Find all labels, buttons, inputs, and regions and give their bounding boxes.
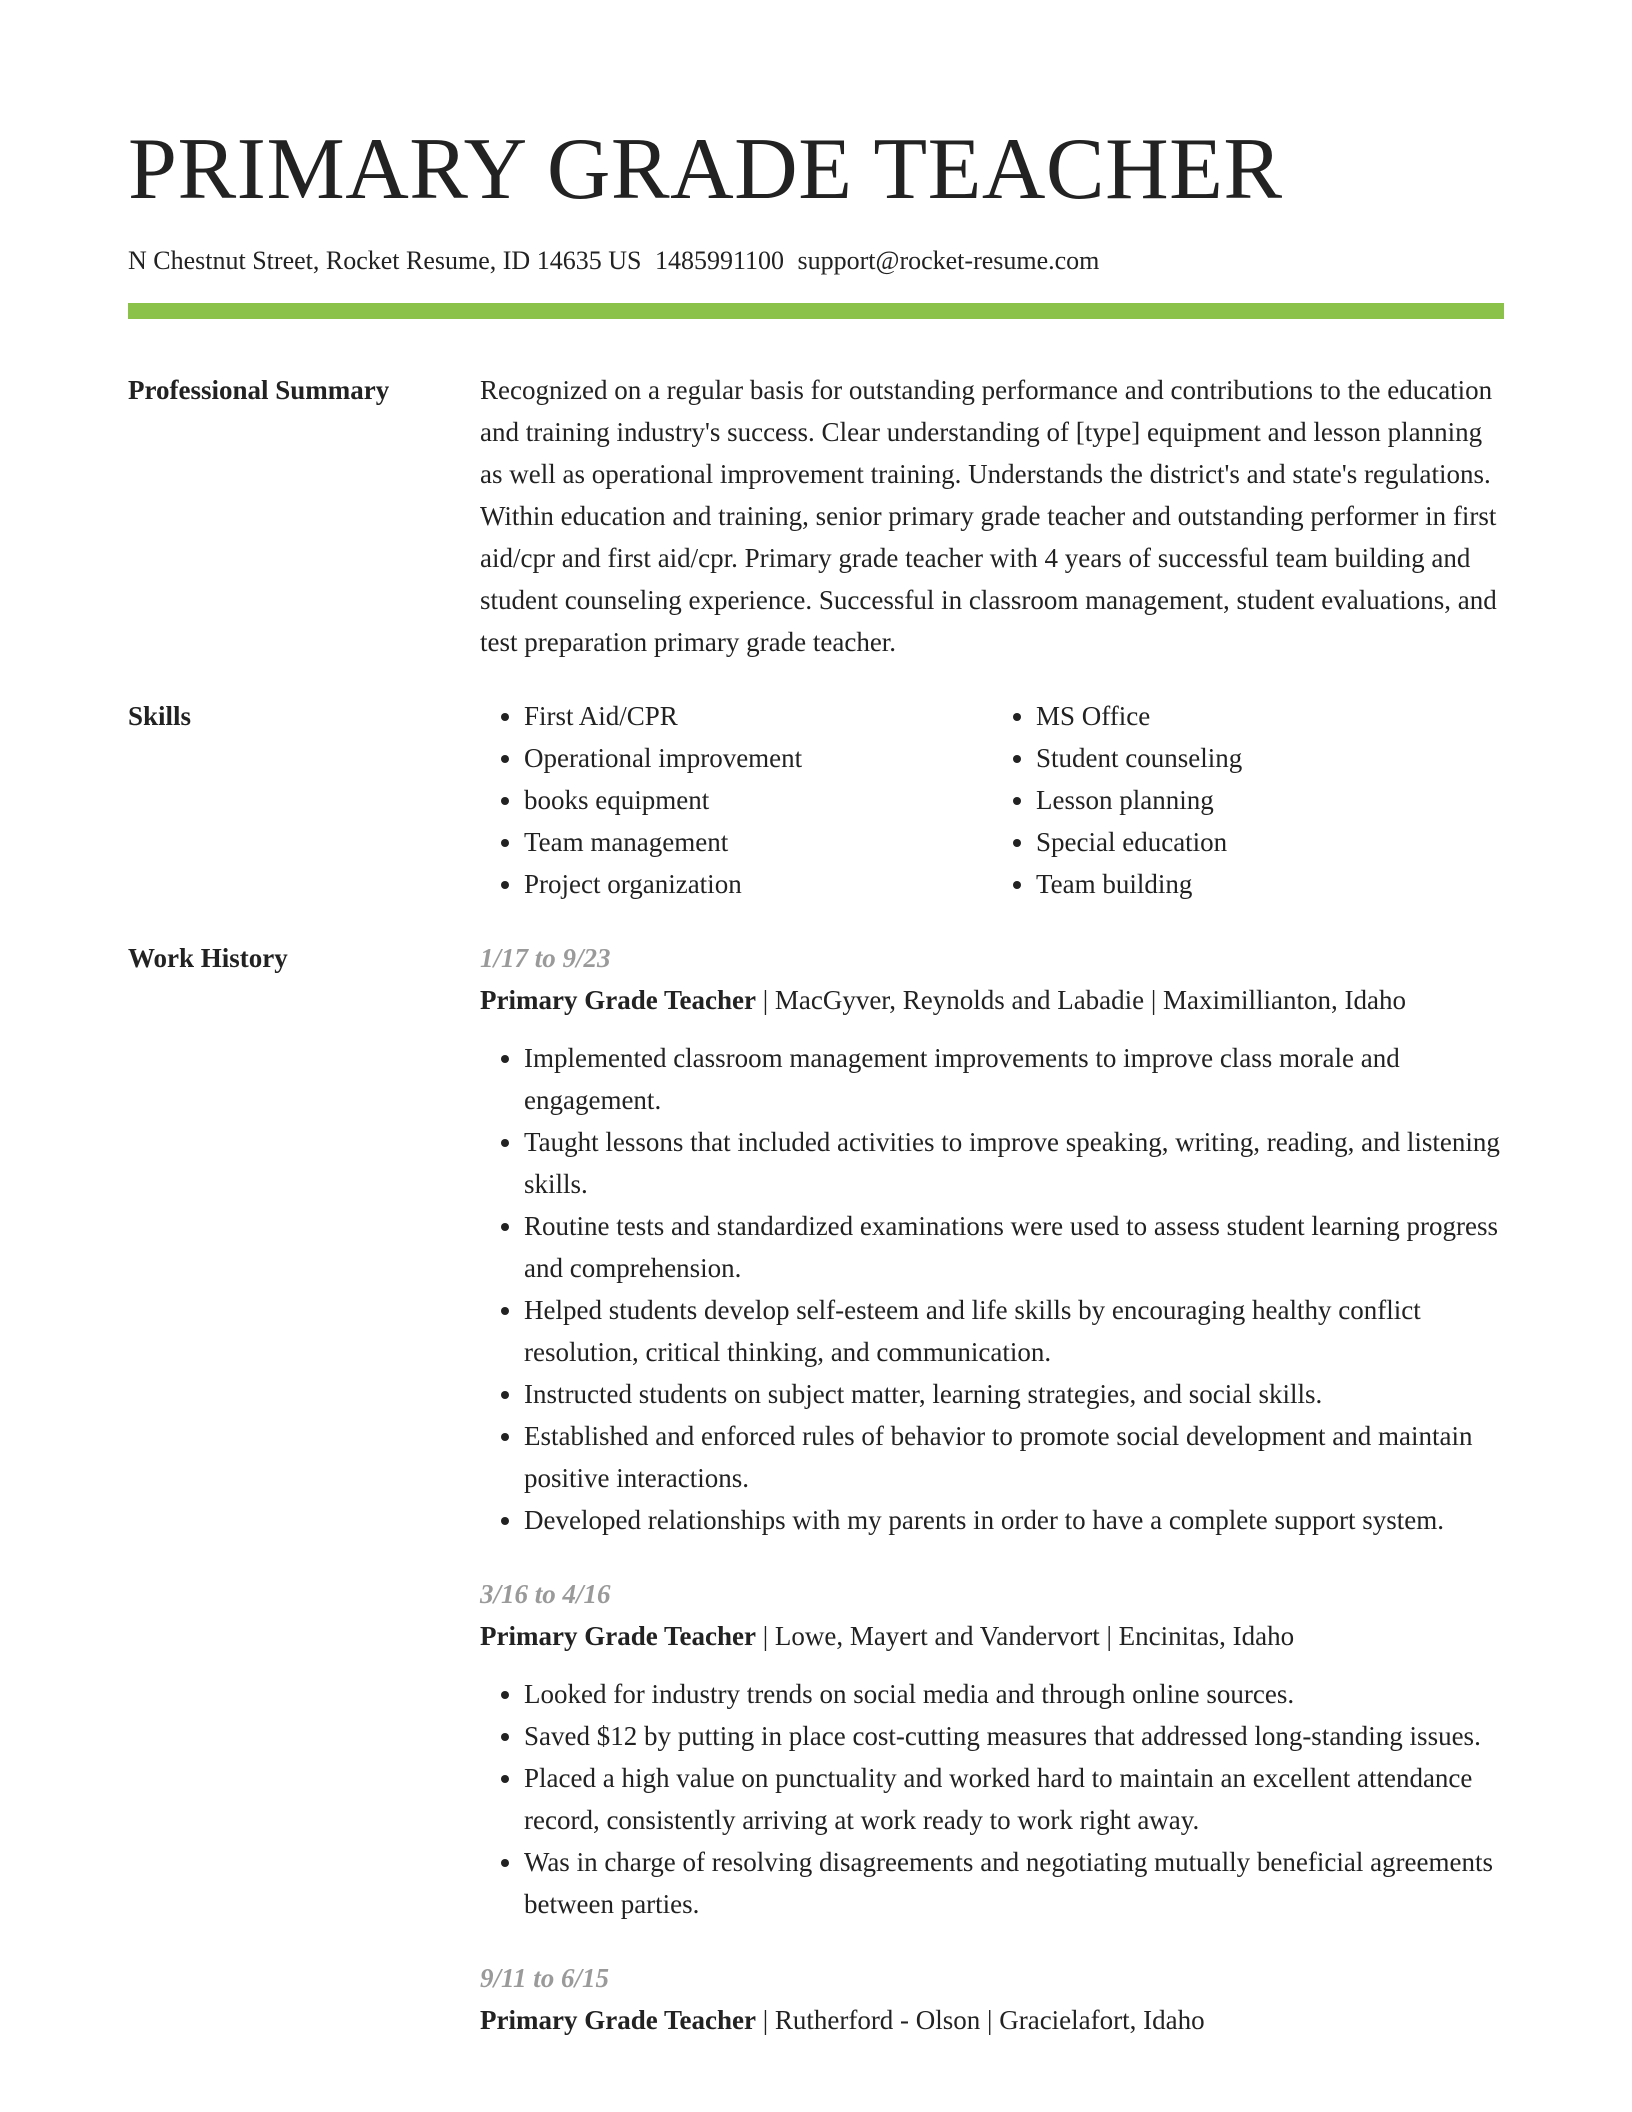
job-title: Primary Grade Teacher xyxy=(480,2005,756,2035)
job-bullet: • Instructed students on subject matter, learning strategies, and social skills. xyxy=(524,1373,1504,1415)
job-bullet: • Placed a high value on punctuality and worked hard to maintain an excellent attendance record, consistently arriving at work ready to work right away. xyxy=(524,1757,1504,1841)
job-bullet: • Developed relationships with my parents in order to have a complete support system. xyxy=(524,1499,1504,1541)
skill-item: • Project organization xyxy=(524,863,992,905)
skill-item: • First Aid/CPR xyxy=(524,695,992,737)
job-title: Primary Grade Teacher xyxy=(480,1621,756,1651)
contact-line xyxy=(128,244,1504,278)
section-label-work-history: Work History xyxy=(128,943,288,973)
job-bullet-list xyxy=(480,1037,1504,1541)
job-entry xyxy=(480,937,1504,1541)
contact-email[interactable]: support@rocket-resume.com xyxy=(797,246,1100,275)
professional-summary-section xyxy=(128,369,1504,663)
skill-item: • Team management xyxy=(524,821,992,863)
skill-item: • Team building xyxy=(1036,863,1504,905)
job-title-line xyxy=(480,979,1504,1021)
resume-name-heading: PRIMARY GRADE TEACHER xyxy=(128,121,1283,218)
job-entry xyxy=(480,1573,1504,1925)
job-employer-location: | MacGyver, Reynolds and Labadie | Maximillianton, Idaho xyxy=(762,985,1407,1015)
job-title-line xyxy=(480,1615,1504,1657)
skill-item: • Operational improvement xyxy=(524,737,992,779)
job-bullet: • Taught lessons that included activities to improve speaking, writing, reading, and listening skills. xyxy=(524,1121,1504,1205)
job-entry xyxy=(480,1957,1504,2041)
skills-section xyxy=(128,695,1504,905)
job-bullet: • Was in charge of resolving disagreements and negotiating mutually beneficial agreements between parties. xyxy=(524,1841,1504,1925)
summary-text: Recognized on a regular basis for outstanding performance and contributions to the education and training industry's success. Clear understanding of [type] equipment and lesson planning as well as operational improvement training. Understands the district's and state's regulations. Within education and training, senior primary grade teacher and outstanding performer in first aid/cpr and first aid/cpr. Primary grade teacher with 4 years of successful team building and student counseling experience. Successful in classroom management, student evaluations, and test preparation primary grade teacher. xyxy=(480,375,1497,657)
contact-phone: 1485991100 xyxy=(654,246,784,275)
skill-item: • books equipment xyxy=(524,779,992,821)
job-bullet-list xyxy=(480,1673,1504,1925)
section-label-summary: Professional Summary xyxy=(128,375,390,405)
job-bullet: • Helped students develop self-esteem and life skills by encouraging healthy conflict resolution, critical thinking, and communication. xyxy=(524,1289,1504,1373)
header-divider xyxy=(128,303,1504,319)
skill-item: • MS Office xyxy=(1036,695,1504,737)
job-bullet: • Routine tests and standardized examinations were used to assess student learning progress and comprehension. xyxy=(524,1205,1504,1289)
job-dates: 3/16 to 4/16 xyxy=(480,1579,611,1609)
job-employer-location: | Rutherford - Olson | Gracielafort, Idaho xyxy=(762,2005,1205,2035)
job-title-line xyxy=(480,1999,1504,2041)
skills-list-right xyxy=(992,695,1504,905)
job-bullet: • Implemented classroom management improvements to improve class morale and engagement. xyxy=(524,1037,1504,1121)
section-label-skills: Skills xyxy=(128,701,192,731)
work-history-section xyxy=(128,937,1504,2041)
job-dates: 9/11 to 6/15 xyxy=(480,1963,610,1993)
job-bullet: • Saved $12 by putting in place cost-cutting measures that addressed long-standing issues. xyxy=(524,1715,1504,1757)
job-bullet: • Looked for industry trends on social media and through online sources. xyxy=(524,1673,1504,1715)
skills-list-left xyxy=(480,695,992,905)
job-title: Primary Grade Teacher xyxy=(480,985,756,1015)
skill-item: • Student counseling xyxy=(1036,737,1504,779)
skill-item: • Special education xyxy=(1036,821,1504,863)
skill-item: • Lesson planning xyxy=(1036,779,1504,821)
job-bullet: • Established and enforced rules of behavior to promote social development and maintain positive interactions. xyxy=(524,1415,1504,1499)
skills-columns xyxy=(480,695,1504,905)
job-employer-location: | Lowe, Mayert and Vandervort | Encinitas, Idaho xyxy=(762,1621,1295,1651)
work-history-body xyxy=(480,937,1504,2041)
contact-address: N Chestnut Street, Rocket Resume, ID 14635 US xyxy=(128,246,642,275)
job-dates: 1/17 to 9/23 xyxy=(480,943,611,973)
